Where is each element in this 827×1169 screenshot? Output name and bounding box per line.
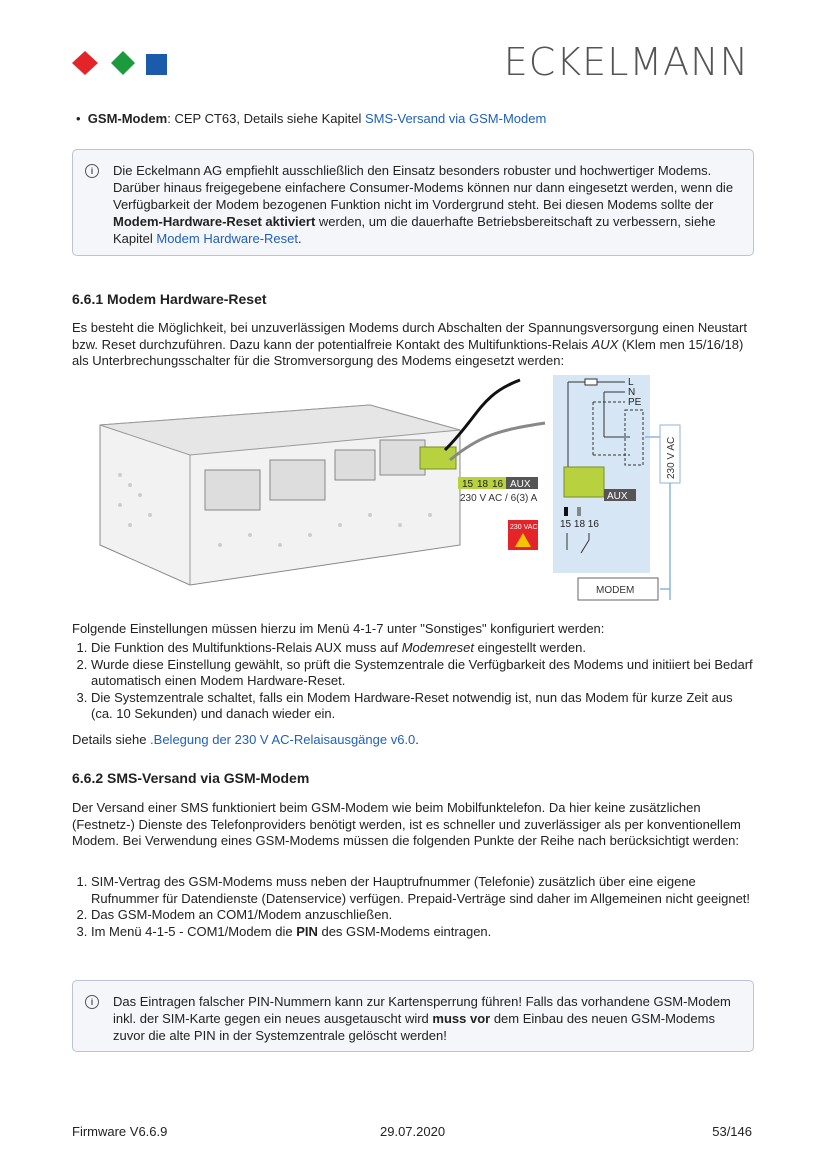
wiring-diagram <box>90 375 690 615</box>
relay-terminal-block <box>564 467 604 497</box>
term-18: 18 <box>477 479 489 490</box>
config-list <box>72 640 756 723</box>
green-diamond-icon <box>111 51 135 75</box>
list-item: 3. Im Menü 4-1-5 - COM1/Modem die PIN des GSM-Modems eintragen. <box>91 924 756 941</box>
info-note <box>72 149 754 256</box>
note-text: Das Eintragen falscher PIN-Nummern kann zur Kartensperrung führen! Falls das vorhandene GSM-Modem inkl. der SIM-Karte gegen ein neues ausgetauscht wird muss vor dem Einbau des neuen GSM-Modems zuvor die alte PIN in der Systemzentrale gelöscht werden! <box>113 994 731 1043</box>
aux-label-schematic: AUX <box>607 491 628 502</box>
red-diamond-icon <box>72 51 98 75</box>
details-line: Details siehe .Belegung der 230 V AC-Relaisausgänge v6.0. <box>72 732 419 747</box>
modem-label: MODEM <box>596 585 635 596</box>
term-15: 15 <box>462 479 474 490</box>
relay-rating: 230 V AC / 6(3) A <box>460 493 538 504</box>
section-heading-662: 6.6.2 SMS-Versand via GSM-Modem <box>72 770 310 786</box>
info-icon: i <box>85 164 99 178</box>
terminal-numbers: 15 18 16 <box>560 519 599 530</box>
term-16: 16 <box>492 479 504 490</box>
list-item: 2. Wurde diese Einstellung gewählt, so prüft die Systemzentrale die Verfügbarkeit des Modems und initiiert bei Bedarf automatisch einen Modem Hardware-Reset. <box>91 657 756 690</box>
link-modem-hardware-reset[interactable]: Modem Hardware-Reset <box>156 231 298 246</box>
bullet-term: GSM-Modem <box>87 111 168 126</box>
label-L: L <box>628 377 634 388</box>
supply-voltage-label: 230 V AC <box>666 436 677 479</box>
label-N: N <box>628 387 636 398</box>
intro-bullet: • GSM-Modem: CEP CT63, Details siehe Kapitel SMS-Versand via GSM-Modem <box>76 111 547 126</box>
config-intro: Folgende Einstellungen müssen hierzu im Menü 4-1-7 unter "Sonstiges" konfiguriert werden: <box>72 621 605 636</box>
list-item: 3. Die Systemzentrale schaltet, falls ein Modem Hardware-Reset notwendig ist, nun das Modem für kurze Zeit aus (ca. 10 Sekunden) und danach wieder ein. <box>91 690 756 723</box>
svg-text:230 VAC: 230 VAC <box>510 524 538 531</box>
section2-paragraph: Der Versand einer SMS funktioniert beim GSM-Modem wie beim Mobilfunktelefon. Da hier keine zusätzlichen (Festnetz-) Dienste des Telefonproviders benötigt werden, ist es schneller und zuverlässiger als per konventionellem Modem. Bei Verwendung eines GSM-Modems müssen die folgenden Punkte der Reihe nach berücksichtigt werden: <box>72 800 741 848</box>
info-icon: i <box>85 995 99 1009</box>
section-heading-661: 6.6.1 Modem Hardware-Reset <box>72 291 267 307</box>
label-PE: PE <box>628 397 642 408</box>
footer-page-number: 53/146 <box>712 1124 752 1139</box>
note-text: Die Eckelmann AG empfiehlt ausschließlich den Einsatz besonders robuster und hochwertiger Modems. Darüber hinaus freigegebene einfachere Consumer-Modems können nur dann eingesetzt werden, wenn die Verfügbarkeit der Modem bezogenen Funktion nicht im Vordergrund steht. Bei diesen Modems sollte der Modem-Hardware-Reset aktiviert werden, um die dauerhafte Betriebsbereitschaft zu verbessern, siehe Kapitel Modem Hardware-Reset. <box>113 163 734 246</box>
footer-date: 29.07.2020 <box>380 1124 446 1139</box>
brand-wordmark: ECKELMANN <box>503 40 749 84</box>
footer-firmware: Firmware V6.6.9 <box>72 1124 168 1139</box>
gsm-steps-list <box>72 874 756 940</box>
blue-square-icon <box>146 54 167 75</box>
link-sms-versand[interactable]: SMS-Versand via GSM-Modem <box>364 111 547 126</box>
section1-paragraph: Es besteht die Möglichkeit, bei unzuverlässigen Modems durch Abschalten der Spannungsversorgung einen Neustart bzw. Reset durchzuführen. Dazu kann der potentialfreie Kontakt des Multifunktions-Relais AUX (Klem men 15/16/18) als Unterbrechungsschalter für die Stromversorgung des Modems eingesetzt werden: <box>72 320 747 368</box>
warning-note <box>72 980 754 1052</box>
list-item: 1. SIM-Vertrag des GSM-Modems muss neben der Hauptrufnummer (Telefonie) zusätzlich über eine eigene Rufnummer für Datendienste (Datenservice) verfügen. Prepaid-Verträge sind daher im Allgemeinen nicht geeignet! <box>91 874 756 907</box>
link-relay-assignment[interactable]: .Belegung der 230 V AC-Relaisausgänge v6.0 <box>150 732 416 747</box>
list-item: 1. Die Funktion des Multifunktions-Relais AUX muss auf Modemreset eingestellt werden. <box>91 640 756 657</box>
aux-label: AUX <box>510 479 531 490</box>
eckelmann-logo-mark <box>72 48 168 78</box>
list-item: 2. Das GSM-Modem an COM1/Modem anzuschließen. <box>91 907 756 924</box>
